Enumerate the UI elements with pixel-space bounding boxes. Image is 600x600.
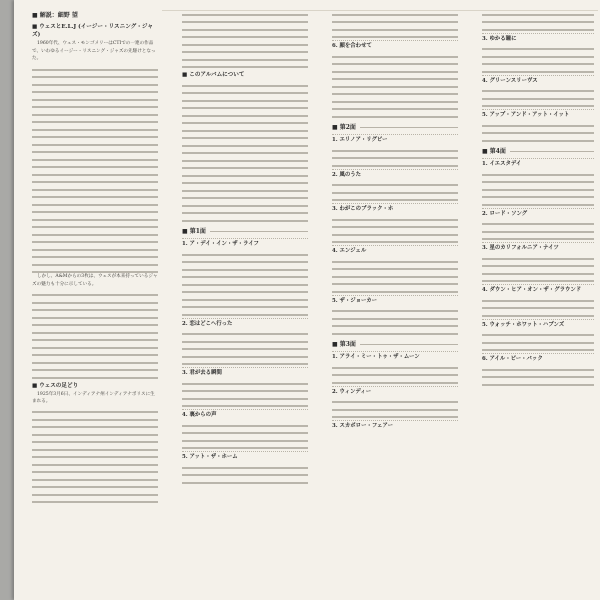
track-title: 3. 君が去る瞬間 xyxy=(182,367,308,377)
track-notes xyxy=(332,310,458,335)
track-notes xyxy=(482,258,594,283)
track-title: 2. ウィンディー xyxy=(332,386,458,396)
track-notes xyxy=(482,300,594,317)
side-heading: ■ 第1面 xyxy=(182,228,308,236)
track-notes xyxy=(332,367,458,384)
paragraph-lines xyxy=(32,411,158,503)
track-title: 5. アップ・アンド・アット・イット xyxy=(482,109,594,119)
track-notes xyxy=(332,56,458,118)
track-notes xyxy=(482,174,594,206)
track-notes xyxy=(182,383,308,408)
paragraph-lines xyxy=(482,14,594,31)
column-3 xyxy=(332,8,458,430)
author-heading: ■ 解説：細野 望 xyxy=(32,12,78,19)
paragraph-lines xyxy=(32,294,158,379)
paragraph: 1960年代、ウェス・モンゴメリーはCTIでの一連の作品で、いわゆるイージー・リスニング・ジャズの先駆けとなった。 xyxy=(32,41,156,62)
track-notes xyxy=(332,219,458,244)
track-notes xyxy=(482,125,594,142)
paragraph: 1925年3月6日、インディアナ州インディアナポリスに生まれる。 xyxy=(32,391,155,405)
track-title: 2. ロード・ソング xyxy=(482,208,594,218)
track-title: 4. 裏からの声 xyxy=(182,409,308,419)
track-title: 1. イエスタデイ xyxy=(482,158,594,168)
track-notes xyxy=(482,369,594,386)
paragraph-lines xyxy=(182,14,308,69)
track-notes xyxy=(482,48,594,73)
track-notes xyxy=(332,184,458,201)
track-title: 3. スカボロー・フェアー xyxy=(332,420,458,430)
track-notes xyxy=(482,223,594,240)
track-notes xyxy=(332,150,458,167)
paragraph-lines xyxy=(32,69,158,274)
section-heading: ■ ウェスの足どり xyxy=(32,382,79,389)
section-heading: ■ このアルバムについて xyxy=(182,72,245,78)
column-1 xyxy=(32,8,158,503)
track-title: 2. 風のうた xyxy=(332,169,458,179)
track-notes xyxy=(482,334,594,351)
paragraph: しかし、A&Mからの3枚は、ウェスが本来持っているジャズの魅力も十分に示している。 xyxy=(32,274,158,287)
track-title: 3. 星のカリフォルニア・ナイツ xyxy=(482,242,594,252)
track-title: 6. アイル・ビー・バック xyxy=(482,353,594,363)
track-notes xyxy=(182,254,308,316)
track-title: 3. ゆかる瞳に xyxy=(482,33,594,43)
track-notes xyxy=(482,90,594,107)
track-notes xyxy=(332,261,458,293)
column-2 xyxy=(182,8,308,484)
track-title: 2. 恋はどこへ行った xyxy=(182,318,308,328)
track-notes xyxy=(182,333,308,365)
track-title: 5. ザ・ジョーカー xyxy=(332,295,458,305)
column-4 xyxy=(482,8,594,386)
track-title: 6. 顔を合わせて xyxy=(332,40,458,50)
track-title: 3. わがこのブラック・ホ xyxy=(332,203,458,213)
track-title: 5. ウォッチ・ホワット・ハプンズ xyxy=(482,319,594,329)
track-title: 5. アット・ザ・ホーム xyxy=(182,451,308,461)
track-title: 1. エリノア・リグビー xyxy=(332,134,458,144)
track-title: 4. グリーンスリーヴス xyxy=(482,75,594,85)
track-title: 4. エンジェル xyxy=(332,245,458,255)
section-heading: ■ ウェスとE.L.J (イージー・リスニング・ジャズ) xyxy=(32,24,153,38)
track-title: 1. ア・デイ・イン・ザ・ライフ xyxy=(182,238,308,248)
track-notes xyxy=(182,425,308,450)
track-title: 1. アライ・ミー・トゥ・ザ・ムーン xyxy=(332,351,458,361)
paragraph-lines xyxy=(332,14,458,39)
side-heading: ■ 第3面 xyxy=(332,341,458,349)
side-heading: ■ 第2面 xyxy=(332,124,458,132)
track-notes xyxy=(332,401,458,418)
track-title: 4. ダウン・ヒア・オン・ザ・グラウンド xyxy=(482,284,594,294)
track-notes xyxy=(182,467,308,484)
paragraph-lines xyxy=(182,85,308,222)
side-heading: ■ 第4面 xyxy=(482,148,594,156)
liner-notes-sheet xyxy=(14,0,600,600)
